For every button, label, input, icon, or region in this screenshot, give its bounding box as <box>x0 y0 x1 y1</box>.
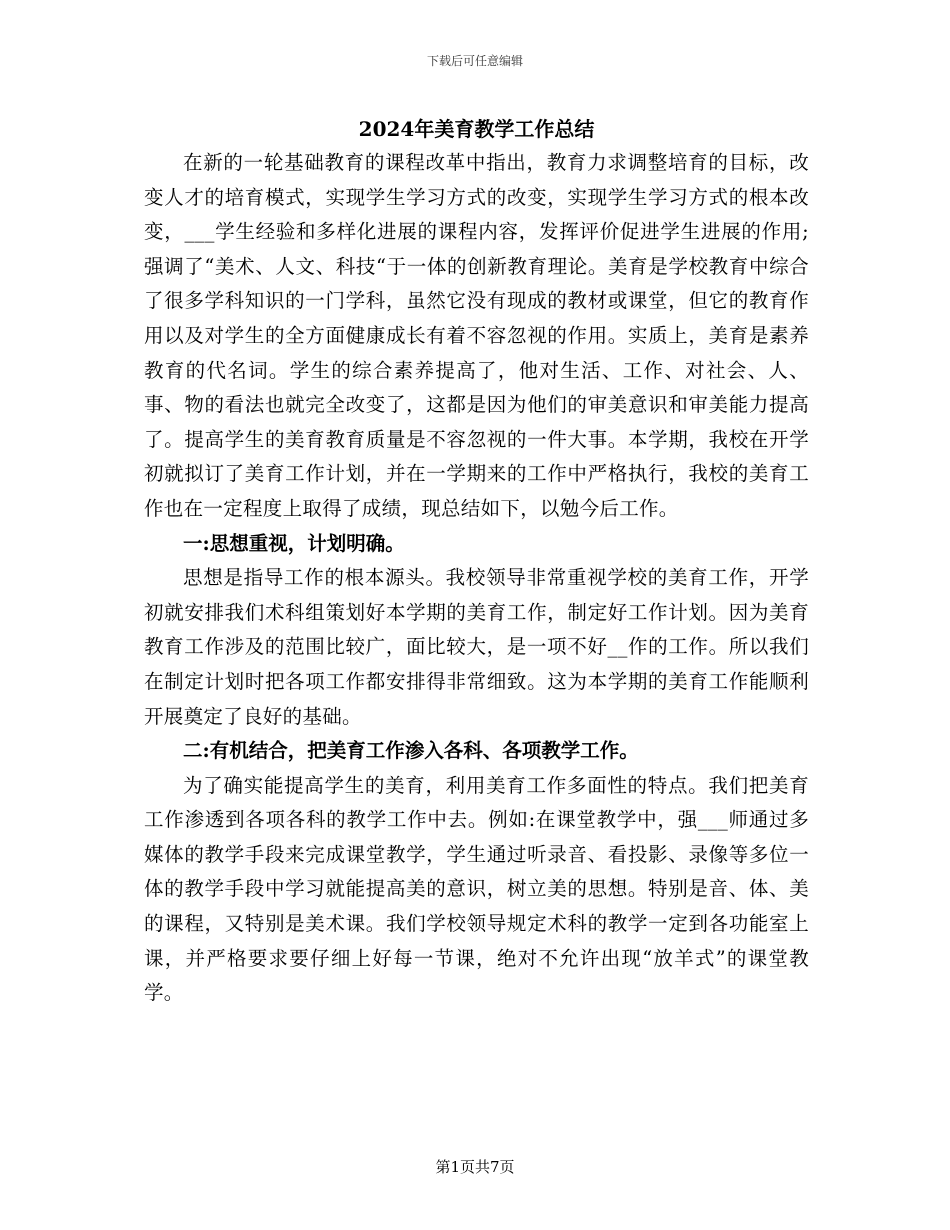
section-heading-2: 二:有机结合，把美育工作渗入各科、各项教学工作。 <box>183 739 639 763</box>
paragraph-intro: 在新的一轮基础教育的课程改革中指出，教育力求调整培育的目标，改变人才的培育模式，实现学生学习方式的改变，实现学生学习方式的根本改变，___学生经验和多样化进展的课程内容，发挥评价促进学生进展的作用;强调了“美术、人文、科技“于一体的创新教育理论。美育是学校教育中综合了很多学科知识的一门学科，虽然它没有现成的教材或课堂，但它的教育作用以及对学生的全方面健康成长有着不容忽视的作用。实质上，美育是素养教育的代名词。学生的综合素养提高了，他对生活、工作、对社会、人、事、物的看法也就完全改变了，这都是因为他们的审美意识和审美能力提高了。提高学生的美育教育质量是不容忽视的一件大事。本学期，我校在开学初就拟订了美育工作计划，并在一学期来的工作中严格执行，我校的美育工作也在一定程度上取得了成绩，现总结如下，以勉今后工作。 <box>144 151 809 520</box>
document-body <box>144 112 809 1011</box>
page-indicator: 第1页共7页 <box>435 1158 515 1176</box>
header-note: 下载后可任意编辑 <box>426 54 523 68</box>
section-heading-1: 一:思想重视，计划明确。 <box>183 531 405 555</box>
paragraph-section-2: 为了确实能提高学生的美育，利用美育工作多面性的特点。我们把美育工作渗透到各项各科的教学工作中去。例如:在课堂教学中，强___师通过多媒体的教学手段来完成课堂教学，学生通过听录音、看投影、录像等多位一体的教学手段中学习就能提高美的意识，树立美的思想。特别是音、体、美的课程，又特别是美术课。我们学校领导规定术科的教学一定到各功能室上课，并严格要求要仔细上好每一节课，绝对不允许出现“放羊式”的课堂教学。 <box>144 773 809 1005</box>
paragraph-section-1: 思想是指导工作的根本源头。我校领导非常重视学校的美育工作，开学初就安排我们术科组策划好本学期的美育工作，制定好工作计划。因为美育教育工作涉及的范围比较广，面比较大，是一项不好__作的工作。所以我们在制定计划时把各项工作都安排得非常细致。这为本学期的美育工作能顺利开展奠定了良好的基础。 <box>144 566 809 728</box>
document-title: 2024年美育教学工作总结 <box>358 117 595 141</box>
